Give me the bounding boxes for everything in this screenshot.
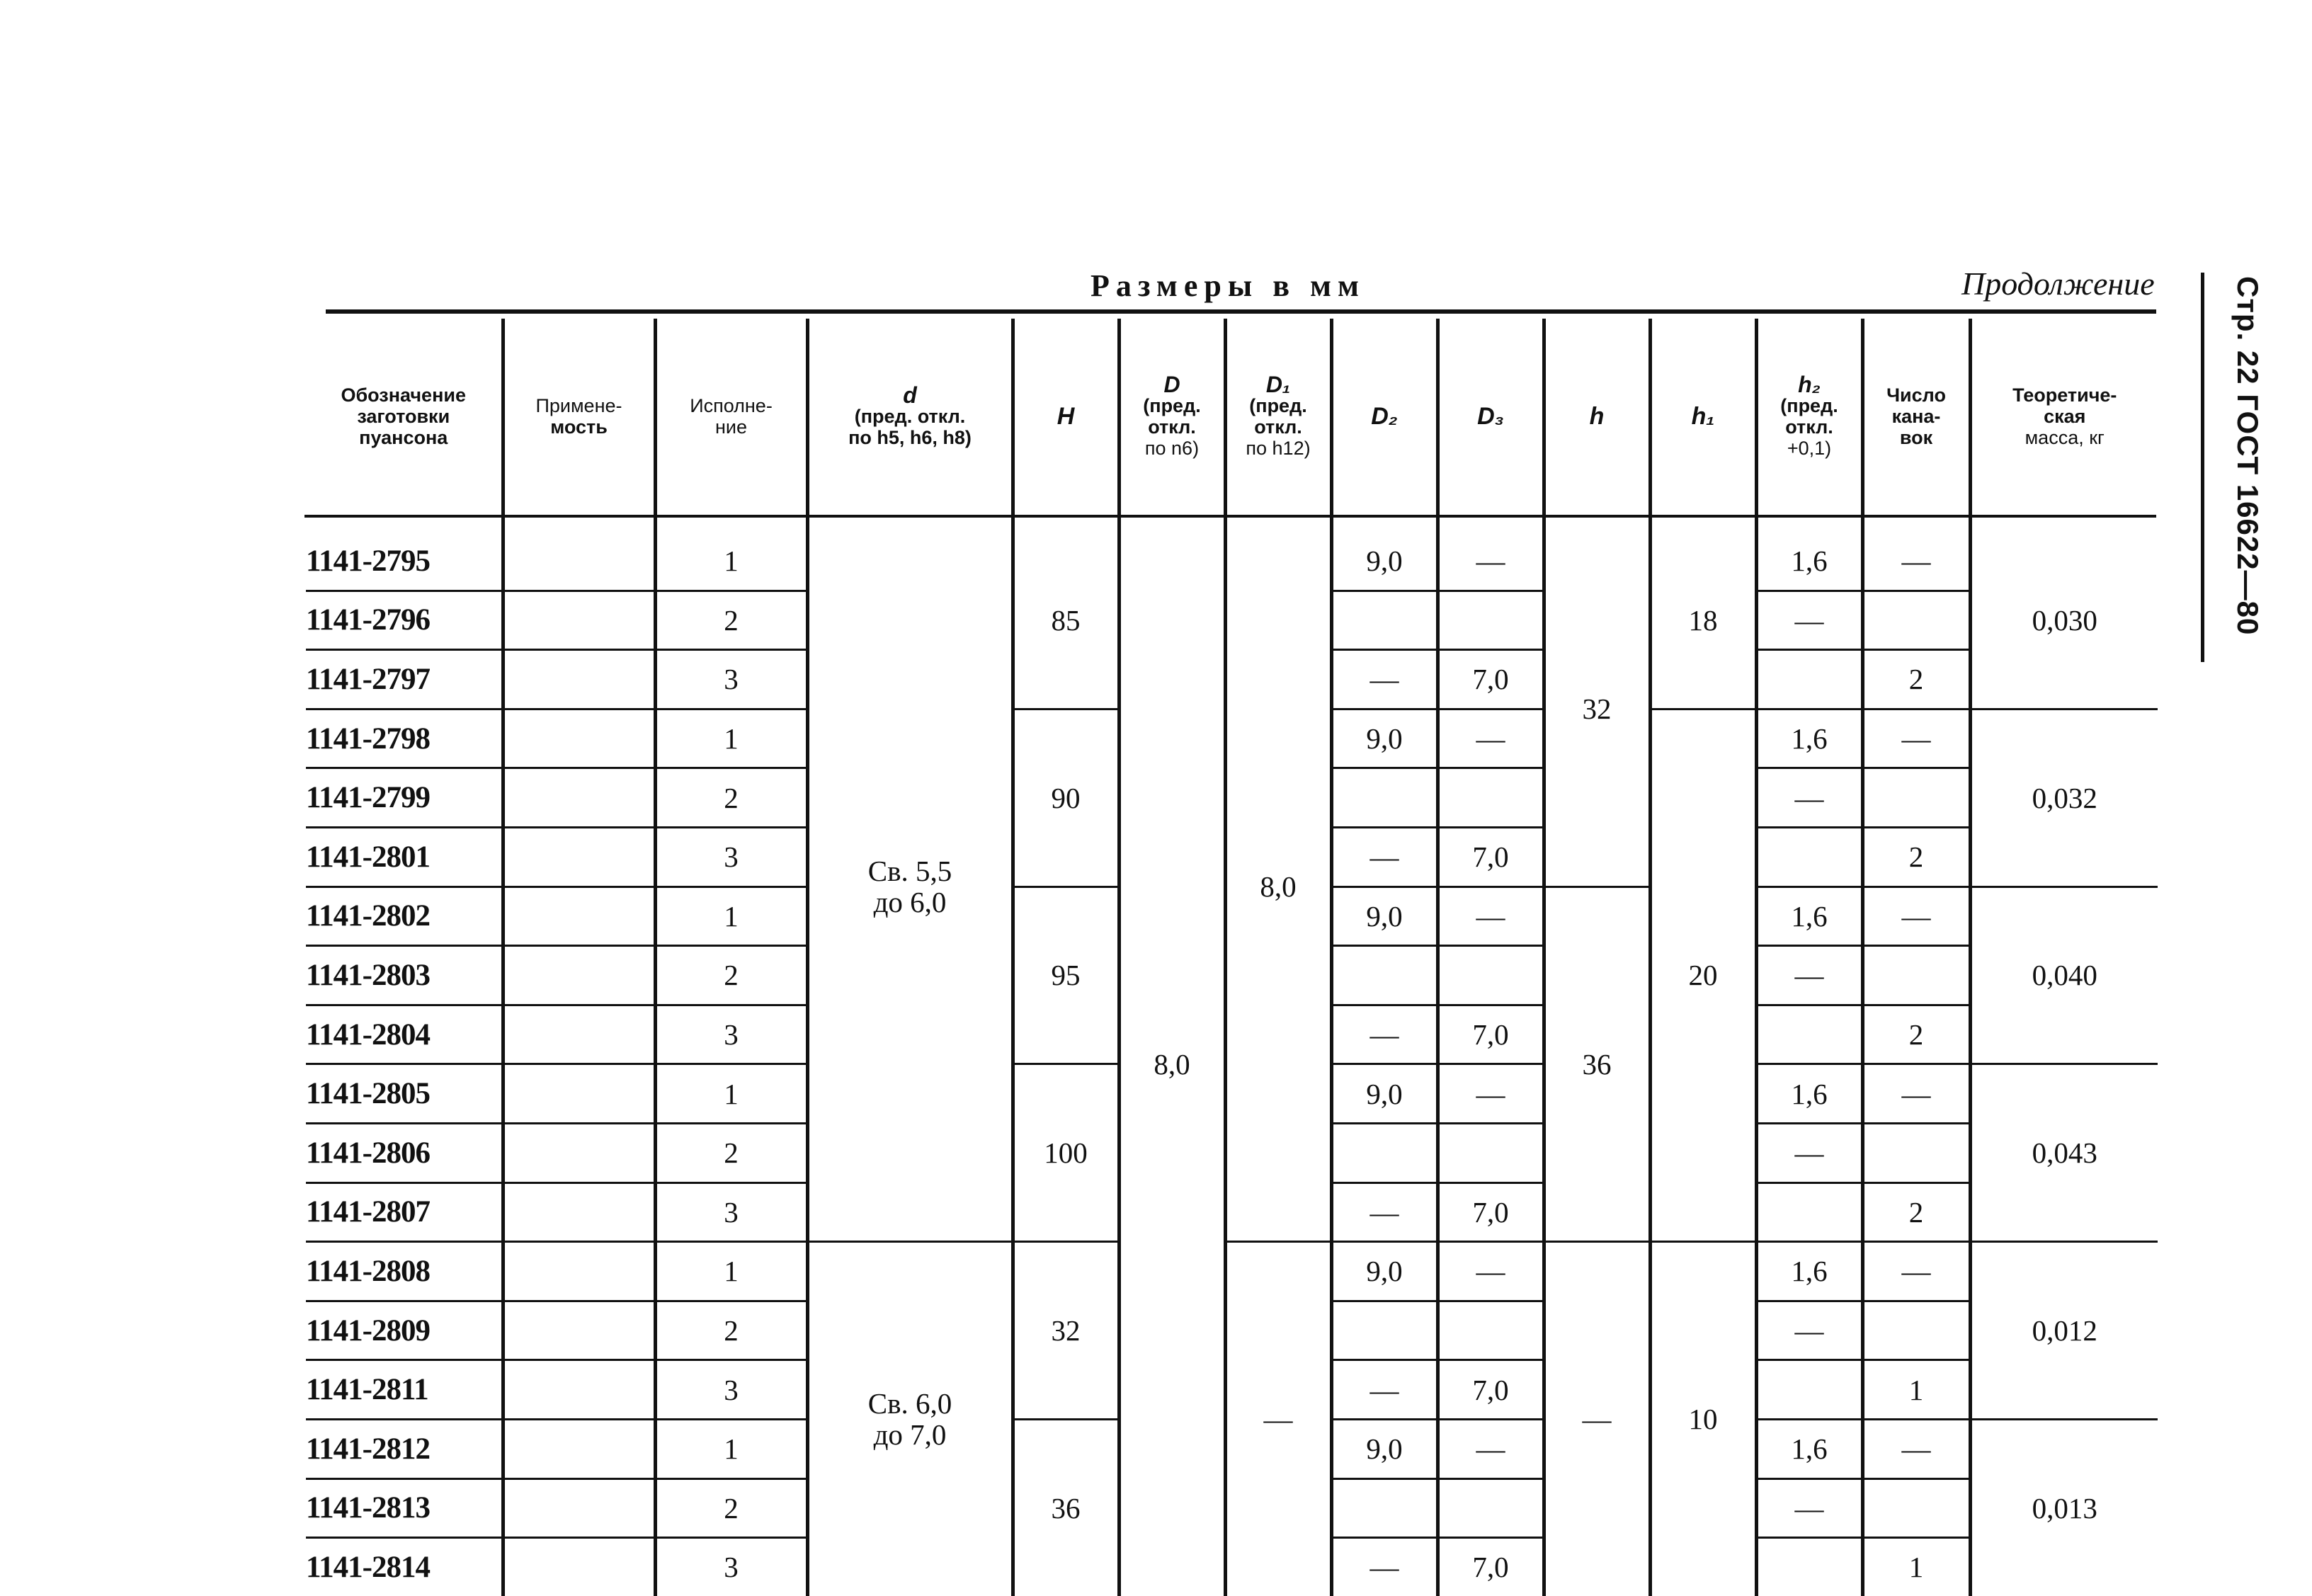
cell-grooves: 1 bbox=[1862, 1538, 1970, 1596]
cell-mass-group bbox=[1970, 1242, 2158, 1420]
cell-mass-group bbox=[1970, 887, 2158, 1064]
cell-d2 bbox=[1331, 768, 1437, 828]
cell-d3 bbox=[1437, 946, 1544, 1005]
col-header-h: h bbox=[1544, 319, 1650, 514]
cell-d2: — bbox=[1331, 1005, 1437, 1064]
cell-version: 3 bbox=[655, 1360, 807, 1420]
cell-mass-value: 0,012 bbox=[2032, 1314, 2097, 1347]
cell-mass-value: 0,013 bbox=[2032, 1491, 2097, 1524]
cell-version: 1 bbox=[655, 887, 807, 946]
cell-h2: — bbox=[1756, 591, 1862, 650]
cell-h1-value: 20 bbox=[1688, 959, 1718, 992]
continuation-label: Продолжение bbox=[1961, 266, 2155, 302]
cell-grooves: — bbox=[1862, 1419, 1970, 1478]
cell-applicability bbox=[503, 1301, 655, 1360]
side-rule bbox=[2201, 273, 2204, 662]
cell-h2: 1,6 bbox=[1756, 1064, 1862, 1124]
cell-d2 bbox=[1331, 1123, 1437, 1182]
header-spacer-row bbox=[306, 514, 2158, 532]
cell-d2 bbox=[1331, 1301, 1437, 1360]
cell-d2: — bbox=[1331, 1538, 1437, 1596]
cell-d3: — bbox=[1437, 1064, 1544, 1124]
cell-h-value: 32 bbox=[1051, 1314, 1081, 1347]
cell-code: 1141-2797 bbox=[306, 650, 503, 709]
cell-d3: — bbox=[1437, 1419, 1544, 1478]
cell-applicability bbox=[503, 1538, 655, 1596]
cell-applicability bbox=[503, 1123, 655, 1182]
cell-d-value: до 6,0 bbox=[873, 886, 947, 919]
cell-d-value: до 7,0 bbox=[873, 1418, 947, 1452]
dimensions-table bbox=[306, 319, 2158, 1596]
col-header-D1: D₁ (пред. откл. по h12) bbox=[1225, 319, 1331, 514]
cell-h-value: 36 bbox=[1582, 1047, 1612, 1081]
cell-grooves bbox=[1862, 946, 1970, 1005]
cell-d2: 9,0 bbox=[1331, 1064, 1437, 1124]
cell-version: 2 bbox=[655, 946, 807, 1005]
cell-d3: 7,0 bbox=[1437, 1182, 1544, 1242]
cell-version: 3 bbox=[655, 827, 807, 887]
cell-version: 2 bbox=[655, 1478, 807, 1538]
cell-grooves bbox=[1862, 1478, 1970, 1538]
cell-applicability bbox=[503, 887, 655, 946]
table-row bbox=[306, 532, 2158, 591]
cell-code: 1141-2798 bbox=[306, 709, 503, 768]
col-header-H: H bbox=[1013, 319, 1119, 514]
cell-d3 bbox=[1437, 1123, 1544, 1182]
cell-d3: — bbox=[1437, 709, 1544, 768]
cell-code: 1141-2813 bbox=[306, 1478, 503, 1538]
cell-code: 1141-2808 bbox=[306, 1242, 503, 1301]
cell-version: 1 bbox=[655, 1064, 807, 1124]
cell-grooves: 1 bbox=[1862, 1360, 1970, 1420]
cell-version: 3 bbox=[655, 1182, 807, 1242]
cell-h2 bbox=[1756, 1005, 1862, 1064]
cell-d-value: Св. 5,5 bbox=[867, 855, 952, 888]
cell-version: 2 bbox=[655, 591, 807, 650]
cell-mass-value: 0,030 bbox=[2032, 603, 2097, 637]
cell-d2: 9,0 bbox=[1331, 1419, 1437, 1478]
cell-applicability bbox=[503, 946, 655, 1005]
cell-version: 1 bbox=[655, 1419, 807, 1478]
cell-d3: 7,0 bbox=[1437, 650, 1544, 709]
cell-code: 1141-2799 bbox=[306, 768, 503, 828]
cell-code: 1141-2805 bbox=[306, 1064, 503, 1124]
cell-h-value: 32 bbox=[1582, 692, 1612, 726]
cell-grooves: — bbox=[1862, 709, 1970, 768]
cell-h2: — bbox=[1756, 1478, 1862, 1538]
side-page-label: Стр. 22 ГОСТ 16622—80 bbox=[2231, 276, 2265, 636]
cell-h2: 1,6 bbox=[1756, 887, 1862, 946]
cell-code: 1141-2804 bbox=[306, 1005, 503, 1064]
cell-h2: — bbox=[1756, 1301, 1862, 1360]
col-header-h2: h₂ (пред. откл. +0,1) bbox=[1756, 319, 1862, 514]
cell-d2: — bbox=[1331, 1182, 1437, 1242]
cell-code: 1141-2801 bbox=[306, 827, 503, 887]
cell-version: 1 bbox=[655, 1242, 807, 1301]
cell-d3 bbox=[1437, 1301, 1544, 1360]
cell-h-value: 95 bbox=[1051, 959, 1081, 992]
cell-applicability bbox=[503, 709, 655, 768]
cell-version: 1 bbox=[655, 532, 807, 591]
cell-applicability bbox=[503, 1360, 655, 1420]
cell-h-value: 36 bbox=[1051, 1491, 1081, 1524]
cell-h2: 1,6 bbox=[1756, 1242, 1862, 1301]
cell-grooves: — bbox=[1862, 1242, 1970, 1301]
cell-d3 bbox=[1437, 1478, 1544, 1538]
cell-applicability bbox=[503, 1419, 655, 1478]
cell-version: 2 bbox=[655, 1301, 807, 1360]
cell-d2 bbox=[1331, 591, 1437, 650]
cell-grooves: 2 bbox=[1862, 827, 1970, 887]
cell-version: 3 bbox=[655, 650, 807, 709]
cell-code: 1141-2806 bbox=[306, 1123, 503, 1182]
cell-h-value: 85 bbox=[1051, 603, 1081, 637]
cell-d3: — bbox=[1437, 887, 1544, 946]
cell-h-group bbox=[1013, 887, 1119, 1064]
col-header-code: Обозначение заготовки пуансона bbox=[341, 384, 466, 448]
cell-d2 bbox=[1331, 946, 1437, 1005]
header-row bbox=[306, 319, 2158, 514]
cell-grooves: 2 bbox=[1862, 1182, 1970, 1242]
cell-h-group bbox=[1544, 532, 1650, 887]
cell-h-value: 90 bbox=[1051, 781, 1081, 814]
cell-d2: 9,0 bbox=[1331, 532, 1437, 591]
col-header-grooves: Число кана- вок bbox=[1862, 319, 1970, 514]
cell-d1-group bbox=[1225, 532, 1331, 1242]
cell-applicability bbox=[503, 1182, 655, 1242]
cell-h2: 1,6 bbox=[1756, 1419, 1862, 1478]
cell-h1-group bbox=[1650, 709, 1756, 1241]
cell-h-value: 100 bbox=[1044, 1136, 1088, 1170]
cell-d2: — bbox=[1331, 827, 1437, 887]
top-rule bbox=[326, 309, 2156, 314]
cell-version: 1 bbox=[655, 709, 807, 768]
cell-version: 2 bbox=[655, 1123, 807, 1182]
cell-h-group bbox=[1013, 1419, 1119, 1595]
cell-h2: 1,6 bbox=[1756, 532, 1862, 591]
cell-h2 bbox=[1756, 827, 1862, 887]
cell-mass-value: 0,040 bbox=[2032, 959, 2097, 992]
cell-h-group bbox=[1544, 1242, 1650, 1596]
page-title: Размеры в мм bbox=[1090, 268, 1365, 303]
cell-d1-group bbox=[1225, 1242, 1331, 1596]
cell-h1-value: 10 bbox=[1688, 1403, 1718, 1436]
cell-applicability bbox=[503, 1242, 655, 1301]
cell-d2: 9,0 bbox=[1331, 887, 1437, 946]
cell-h2: — bbox=[1756, 946, 1862, 1005]
cell-h2 bbox=[1756, 1538, 1862, 1596]
cell-version: 3 bbox=[655, 1005, 807, 1064]
cell-h2 bbox=[1756, 1360, 1862, 1420]
cell-d2: 9,0 bbox=[1331, 1242, 1437, 1301]
cell-h2 bbox=[1756, 650, 1862, 709]
col-header-D2: D₂ bbox=[1331, 319, 1437, 514]
cell-mass-group bbox=[1970, 1064, 2158, 1242]
cell-applicability bbox=[503, 1064, 655, 1124]
cell-d-group bbox=[807, 1242, 1013, 1596]
cell-grooves bbox=[1862, 1301, 1970, 1360]
cell-d2: — bbox=[1331, 650, 1437, 709]
cell-code: 1141-2812 bbox=[306, 1419, 503, 1478]
col-header-h1: h₁ bbox=[1650, 319, 1756, 514]
cell-mass-value: 0,032 bbox=[2032, 781, 2097, 814]
cell-h1-value: 18 bbox=[1688, 603, 1718, 637]
cell-d3 bbox=[1437, 768, 1544, 828]
cell-code: 1141-2807 bbox=[306, 1182, 503, 1242]
cell-grooves bbox=[1862, 591, 1970, 650]
col-header-d: d (пред. откл. по h5, h6, h8) bbox=[807, 319, 1013, 514]
cell-mass-group bbox=[1970, 532, 2158, 709]
cell-h-group bbox=[1013, 532, 1119, 709]
cell-d1-value: — bbox=[1263, 1403, 1293, 1436]
cell-d2: 9,0 bbox=[1331, 709, 1437, 768]
cell-d3: 7,0 bbox=[1437, 827, 1544, 887]
cell-h-value: — bbox=[1582, 1403, 1612, 1436]
cell-code: 1141-2796 bbox=[306, 591, 503, 650]
cell-applicability bbox=[503, 1005, 655, 1064]
cell-d-group bbox=[1119, 532, 1225, 1596]
cell-d3: — bbox=[1437, 1242, 1544, 1301]
cell-h-group bbox=[1013, 1242, 1119, 1420]
cell-applicability bbox=[503, 532, 655, 591]
cell-mass-group bbox=[1970, 709, 2158, 887]
cell-d3: 7,0 bbox=[1437, 1005, 1544, 1064]
cell-d-value: 8,0 bbox=[1154, 1047, 1190, 1081]
col-header-version: Исполне- ние bbox=[655, 319, 807, 514]
cell-grooves: — bbox=[1862, 887, 1970, 946]
cell-applicability bbox=[503, 1478, 655, 1538]
col-header-D: D (пред. откл. по n6) bbox=[1119, 319, 1225, 514]
cell-d2: — bbox=[1331, 1360, 1437, 1420]
cell-mass-group bbox=[1970, 1419, 2158, 1595]
table-body bbox=[306, 532, 2158, 1596]
cell-h2 bbox=[1756, 1182, 1862, 1242]
cell-grooves: 2 bbox=[1862, 650, 1970, 709]
cell-code: 1141-2809 bbox=[306, 1301, 503, 1360]
cell-d3: 7,0 bbox=[1437, 1360, 1544, 1420]
cell-h2: — bbox=[1756, 1123, 1862, 1182]
cell-mass-value: 0,043 bbox=[2032, 1136, 2097, 1170]
cell-grooves bbox=[1862, 1123, 1970, 1182]
cell-d-group bbox=[807, 532, 1013, 1242]
cell-d3: 7,0 bbox=[1437, 1538, 1544, 1596]
cell-grooves bbox=[1862, 768, 1970, 828]
cell-code: 1141-2803 bbox=[306, 946, 503, 1005]
col-header-mass: Теоретиче- ская масса, кг bbox=[1970, 319, 2158, 514]
cell-d1-value: 8,0 bbox=[1260, 870, 1297, 904]
table-row bbox=[306, 1242, 2158, 1301]
cell-d-value: Св. 6,0 bbox=[867, 1387, 952, 1420]
cell-d3: — bbox=[1437, 532, 1544, 591]
cell-h1-group bbox=[1650, 532, 1756, 709]
cell-version: 2 bbox=[655, 768, 807, 828]
cell-grooves: 2 bbox=[1862, 1005, 1970, 1064]
col-header-applicability: Примене- мость bbox=[503, 319, 655, 514]
cell-h-group bbox=[1013, 709, 1119, 887]
cell-h1-group bbox=[1650, 1242, 1756, 1596]
cell-grooves: — bbox=[1862, 1064, 1970, 1124]
cell-d3 bbox=[1437, 591, 1544, 650]
cell-code: 1141-2802 bbox=[306, 887, 503, 946]
cell-h2: 1,6 bbox=[1756, 709, 1862, 768]
cell-applicability bbox=[503, 768, 655, 828]
cell-h2: — bbox=[1756, 768, 1862, 828]
cell-code: 1141-2795 bbox=[306, 532, 503, 591]
cell-h-group bbox=[1013, 1064, 1119, 1242]
cell-h-group bbox=[1544, 887, 1650, 1242]
cell-code: 1141-2811 bbox=[306, 1360, 503, 1420]
cell-d2 bbox=[1331, 1478, 1437, 1538]
cell-applicability bbox=[503, 827, 655, 887]
cell-grooves: — bbox=[1862, 532, 1970, 591]
col-header-D3: D₃ bbox=[1437, 319, 1544, 514]
cell-version: 3 bbox=[655, 1538, 807, 1596]
cell-applicability bbox=[503, 591, 655, 650]
cell-code: 1141-2814 bbox=[306, 1550, 430, 1584]
cell-applicability bbox=[503, 650, 655, 709]
